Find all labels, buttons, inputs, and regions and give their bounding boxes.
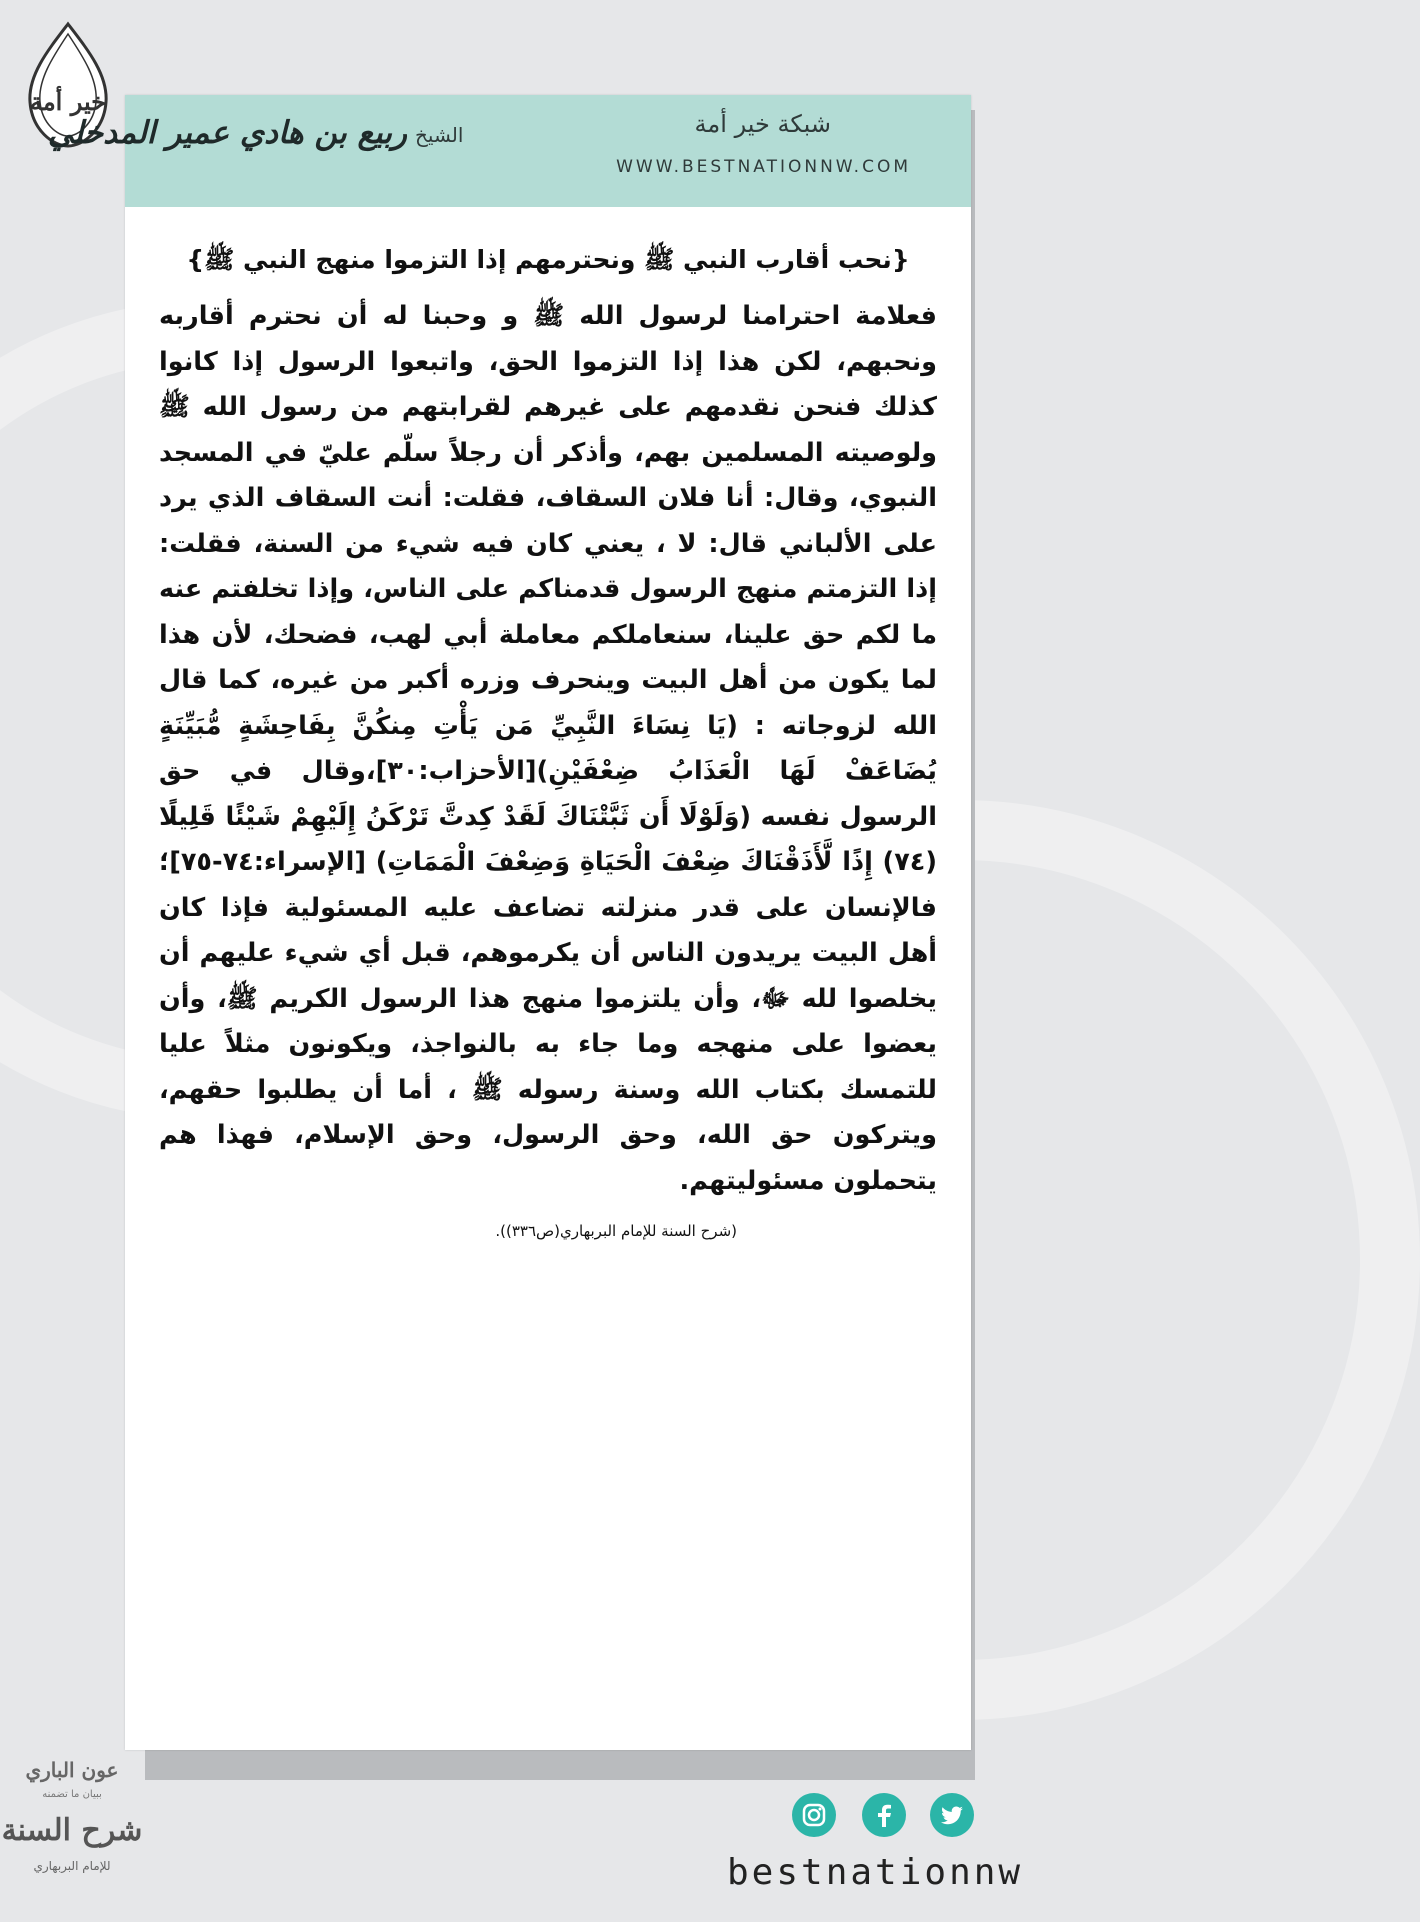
sheikh-label: الشيخ [415, 123, 464, 147]
article-title: {نحب أقارب النبي ﷺ ونحترمهم إذا التزموا منهج النبي ﷺ} [186, 245, 910, 274]
site-name: شبكة خير أمة [694, 110, 831, 138]
sheikh-name: ربيع بن هادي عمير المدخلي [47, 115, 407, 151]
article-body: فعلامة احترامنا لرسول الله ﷺ و وحبنا له أن نحترم أقاربه ونحبهم، لكن هذا إذا التزموا الحق، واتبعوا الرسول إذا كانوا كذلك فنحن نقدمهم على غيرهم لقرابتهم من رسول الله ﷺ ولوصيته المسلمين بهم، وأذكر أن رجلاً سلّم عليّ في المسجد النبوي، وقال: أنا فلان السقاف، فقلت: أنت السقاف الذي يرد على الألباني قال: لا ، يعني كان فيه شيء من السنة، فقلت: إذا التزمتم منهج الرسول قدمناكم على الناس، وإذا تخلفتم عنه ما لكم حق علينا، سنعاملكم معاملة أبي لهب، فضحك، لأن هذا لما يكون من أهل البيت وينحرف وزره أكبر من غيره، كما قال الله لزوجاته : (يَا نِسَاءَ النَّبِيِّ مَن يَأْتِ مِنكُنَّ بِفَاحِشَةٍ مُّبَيِّنَةٍ يُضَاعَفْ لَهَا الْعَذَابُ ضِعْفَيْنِ)[الأحزاب:٣٠]،وقال في حق الرسول نفسه (وَلَوْلَا أَن ثَبَّتْنَاكَ لَقَدْ كِدتَّ تَرْكَنُ إِلَيْهِمْ شَيْئًا قَلِيلًا (٧٤) إِذًا لَّأَذَقْنَاكَ ضِعْفَ الْحَيَاةِ وَضِعْفَ الْمَمَاتِ) [الإسراء:٧٤-٧٥]؛ فالإنسان على قدر منزلته تضاعف عليه المسئولية فإذا كان أهل البيت يريدون الناس أن يكرموهم، قبل أي شيء عليهم أن يخلصوا لله ﷻ، وأن يلتزموا منهج هذا الرسول الكريم ﷺ، وأن يعضوا على منهجه وما جاء به بالنواجذ، ويكونون مثلاً عليا للتمسك بكتاب الله وسنة رسوله ﷺ ، أما أن يطلبوا حقهم، ويتركون حق الله، وحق الرسول، وحق الإسلام، فهذا هم يتحملون مسئوليتهم. [159, 301, 937, 1196]
instagram-icon[interactable] [792, 1793, 836, 1837]
card-header [47, 95, 971, 207]
book-logo-line3: شرح السنة [1, 1813, 143, 1848]
social-handle[interactable]: bestnationnw [727, 1852, 1024, 1893]
site-url[interactable]: WWW.BESTNATIONNW.COM [616, 157, 911, 177]
article-source: (شرح السنة للإمام البربهاري(ص٣٣٦)). [495, 1222, 737, 1240]
book-logo-line2: ببيان ما تضمنه [42, 1789, 102, 1800]
twitter-icon[interactable] [930, 1793, 974, 1837]
book-logo-line1: عون الباري [25, 1758, 119, 1782]
facebook-icon[interactable] [862, 1793, 906, 1837]
logo-text: خير أمة [29, 87, 107, 116]
article-card [47, 95, 971, 1750]
book-logo [1, 1745, 143, 1915]
book-logo-line4: للإمام البربهاري [33, 1859, 111, 1873]
article-content [159, 240, 937, 1240]
